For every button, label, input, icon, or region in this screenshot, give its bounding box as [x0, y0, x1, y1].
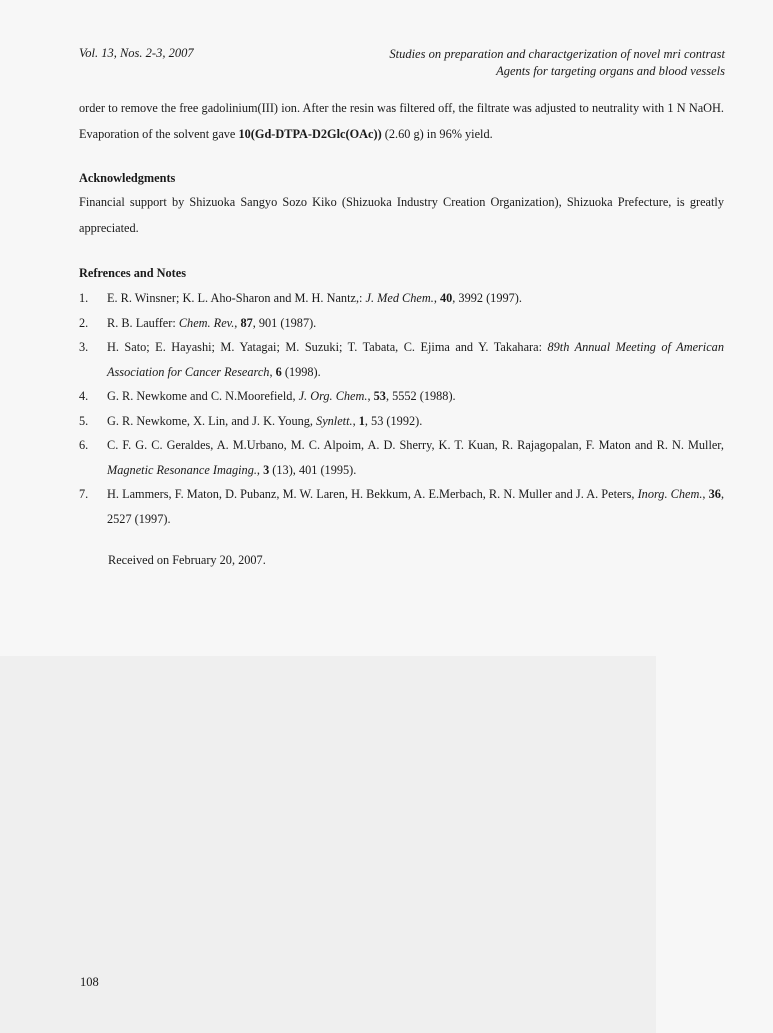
reference-text: E. R. Winsner; K. L. Aho-Sharon and M. H. Nantz,: J. Med Chem., 40, 3992 (1997). — [107, 291, 522, 305]
reference-text: H. Lammers, F. Maton, D. Pubanz, M. W. Laren, H. Bekkum, A. E.Merbach, R. N. Muller and J. A. Peters, Inorg. Chem., 36, 2527 (1997). — [107, 487, 725, 526]
journal-name: J. Org. Chem. — [298, 389, 368, 403]
acknowledgments-heading: Acknowledgments — [79, 171, 176, 185]
journal-name: Chem. Rev. — [178, 315, 235, 330]
reference-number: 7. — [79, 487, 89, 501]
compound-name: 10(Gd-DTPA-D2Glc(OAc)) — [238, 127, 382, 141]
volume-number: 53 — [373, 389, 386, 403]
reference-number: 1. — [79, 291, 89, 305]
running-header-title-line2: Agents for targeting organs and blood vessels — [496, 64, 725, 78]
running-header-title — [389, 46, 725, 80]
volume-number: 36 — [708, 487, 721, 501]
received-date: Received on February 20, 2007. — [108, 553, 266, 567]
reference-text: H. Sato; E. Hayashi; M. Yatagai; M. Suzuki; T. Tabata, C. Ejima and Y. Takahara: 89th Annual Meeting of American Association for Cancer Research, 6 (1998). — [107, 340, 724, 379]
page-number: 108 — [80, 975, 99, 989]
reference-item — [79, 482, 724, 531]
reference-text: C. F. G. C. Geraldes, A. M.Urbano, M. C. Alpoim, A. D. Sherry, K. T. Kuan, R. Rajagopalan, F. Maton and R. N. Muller, Magnetic Resonance Imaging., 3 (13), 401 (1995). — [107, 438, 724, 477]
paragraph-text-1: order to remove the free gadolinium(III) ion. After the resin was filtered off, the filtrate was adjusted to neutrality with 1 N NaOH. Evaporation of the solvent gave — [79, 101, 724, 141]
volume-number: 1 — [358, 413, 365, 428]
reference-item — [79, 335, 724, 384]
reference-item — [79, 409, 724, 434]
running-header-title-line1: Studies on preparation and charactgerization of novel mri contrast — [389, 47, 725, 61]
volume-number: 6 — [275, 364, 282, 379]
volume-number: 87 — [240, 315, 253, 330]
experimental-paragraph — [79, 95, 724, 147]
running-header-volume: Vol. 13, Nos. 2-3, 2007 — [79, 46, 194, 60]
reference-item — [79, 286, 724, 311]
journal-name: Synlett. — [316, 413, 353, 428]
journal-name: Inorg. Chem. — [637, 487, 703, 501]
references-list — [79, 286, 724, 531]
reference-number: 2. — [79, 315, 89, 330]
volume-number: 40 — [439, 291, 453, 305]
reference-number: 4. — [79, 389, 89, 403]
reference-number: 3. — [79, 340, 89, 354]
reference-number: 6. — [79, 438, 89, 452]
paragraph-text-2: (2.60 g) in 96% yield. — [381, 127, 493, 141]
journal-name: J. Med Chem. — [365, 291, 434, 305]
reference-text: R. B. Lauffer: Chem. Rev., 87, 901 (1987). — [107, 315, 317, 330]
journal-name: Magnetic Resonance Imaging. — [107, 462, 257, 477]
reference-item — [79, 311, 724, 336]
reference-text: G. R. Newkome and C. N.Moorefield, J. Org. Chem., 53, 5552 (1988). — [107, 389, 456, 403]
journal-name: 89th Annual Meeting of American Association for Cancer Research — [107, 340, 724, 379]
reference-text: G. R. Newkome, X. Lin, and J. K. Young, Synlett., 1, 53 (1992). — [107, 413, 423, 428]
references-heading: Refrences and Notes — [79, 266, 187, 280]
volume-number: 3 — [263, 462, 270, 477]
reference-number: 5. — [79, 413, 89, 428]
reference-item — [79, 433, 724, 482]
reference-item — [79, 384, 724, 409]
acknowledgments-text: Financial support by Shizuoka Sangyo Sozo Kiko (Shizuoka Industry Creation Organization), Shizuoka Prefecture, is greatly appreciated. — [79, 195, 724, 235]
